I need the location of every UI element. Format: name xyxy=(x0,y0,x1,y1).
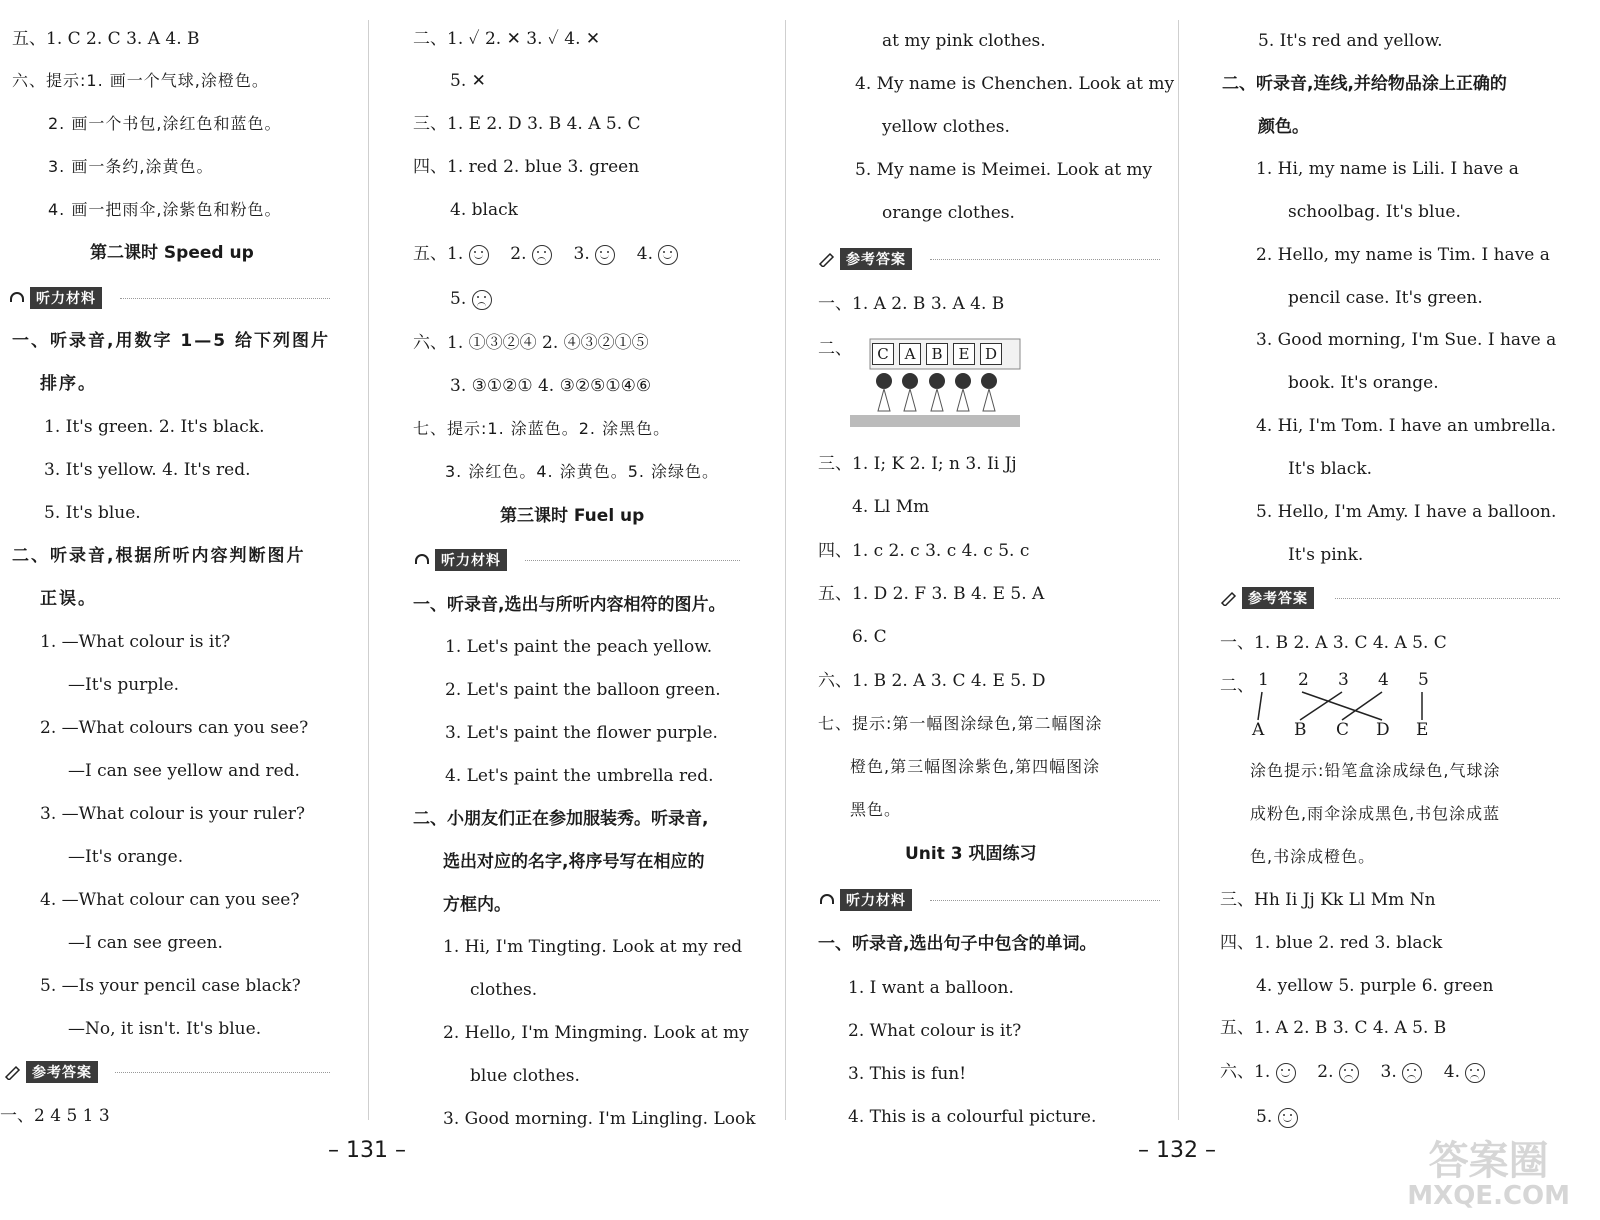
answer-line xyxy=(1220,1061,1485,1083)
script-line: 2. Hello, my name is Tim. I have a xyxy=(1256,245,1550,265)
answer-line: 五、1. A 2. B 3. C 4. A 5. B xyxy=(1220,1018,1447,1038)
pencil-icon xyxy=(818,251,836,267)
answer-line: 3. 涂红色。4. 涂黄色。5. 涂绿色。 xyxy=(445,462,720,481)
script-line: 4. —What colour can you see? xyxy=(40,890,300,910)
divider xyxy=(930,900,1160,901)
watermark xyxy=(1407,1140,1570,1210)
headphone-icon xyxy=(413,552,431,568)
answer-line: 4. black xyxy=(450,200,518,220)
answer-line: 五、1. C 2. C 3. A 4. B xyxy=(12,29,200,49)
answer-number: 2. xyxy=(1317,1062,1334,1082)
sad-face-icon xyxy=(1465,1063,1485,1083)
tag-label: 听力材料 xyxy=(840,889,912,911)
match-top-label: 4 xyxy=(1378,670,1389,690)
column-1 xyxy=(0,0,370,1170)
answer-box: B xyxy=(926,343,948,365)
answer-number: 5. xyxy=(450,289,467,309)
happy-face-icon xyxy=(1278,1108,1298,1128)
script-line: It's black. xyxy=(1288,459,1373,479)
match-bottom-label: A xyxy=(1252,720,1265,740)
question: 一、听录音,选出句子中包含的单词。 xyxy=(818,934,1097,954)
answer-line: 三、Hh Ii Jj Kk Ll Mm Nn xyxy=(1220,890,1436,910)
section-tag xyxy=(1220,588,1314,608)
answer-line: 四、1. c 2. c 3. c 4. c 5. c xyxy=(818,541,1030,561)
answer-line: 涂色提示:铅笔盒涂成绿色,气球涂 xyxy=(1250,761,1501,780)
tag-label: 听力材料 xyxy=(435,549,507,571)
answer-line: 一、1. A 2. B 3. A 4. B xyxy=(818,294,1005,314)
answer-line: 4. 画一把雨伞,涂紫色和粉色。 xyxy=(48,200,282,219)
script-line: 3. —What colour is your ruler? xyxy=(40,804,306,824)
happy-face-icon xyxy=(595,245,615,265)
answer-line: 二、 xyxy=(1220,676,1254,696)
match-bottom-label: D xyxy=(1376,720,1390,740)
script-line: 3. Good morning, I'm Sue. I have a xyxy=(1256,330,1557,350)
script-line: 4. This is a colourful picture. xyxy=(848,1107,1097,1127)
answer-number: 2. xyxy=(510,244,527,264)
script-line: 5. It's blue. xyxy=(44,503,141,523)
script-line: 3. Let's paint the flower purple. xyxy=(445,723,718,743)
divider xyxy=(115,1072,330,1073)
answer-line: 一、1. B 2. A 3. C 4. A 5. C xyxy=(1220,633,1447,653)
pencil-icon xyxy=(4,1064,22,1080)
answer-line: 六、1. B 2. A 3. C 4. E 5. D xyxy=(818,671,1046,691)
match-bottom-label: E xyxy=(1416,720,1429,740)
answer-number: 5. xyxy=(1256,1107,1273,1127)
answer-line: 成粉色,雨伞涂成黑色,书包涂成蓝 xyxy=(1250,804,1501,823)
answer-line: 四、1. red 2. blue 3. green xyxy=(413,157,640,177)
column-divider xyxy=(1178,20,1179,1120)
answer-line: 3. ③①②① 4. ③②⑤①④⑥ xyxy=(450,376,652,396)
sad-face-icon xyxy=(472,290,492,310)
column-3 xyxy=(810,0,1180,1170)
answer-line: 6. C xyxy=(852,627,887,647)
answer-boxes xyxy=(872,343,1002,365)
page-number: – 131 – xyxy=(328,1138,406,1163)
answer-line xyxy=(1256,1106,1298,1128)
match-top-label: 2 xyxy=(1298,670,1309,690)
script-line: 4. Hi, I'm Tom. I have an umbrella. xyxy=(1256,416,1557,436)
answer-box: E xyxy=(953,343,975,365)
question: 一、听录音,选出与所听内容相符的图片。 xyxy=(413,595,726,615)
column-4 xyxy=(1210,0,1590,1170)
answer-box: A xyxy=(899,343,921,365)
watermark-url: MXQE.COM xyxy=(1407,1181,1570,1211)
script-line: 2. What colour is it? xyxy=(848,1021,1022,1041)
script-line: 1. Let's paint the peach yellow. xyxy=(445,637,713,657)
match-bottom-label: B xyxy=(1294,720,1307,740)
script-line: 1. It's green. 2. It's black. xyxy=(44,417,265,437)
answer-line: 五、1. D 2. F 3. B 4. E 5. A xyxy=(818,584,1045,604)
question: 颜色。 xyxy=(1258,117,1309,137)
answer-number: 五、1. xyxy=(413,244,464,264)
answer-line xyxy=(413,243,678,265)
question: 排序。 xyxy=(40,374,97,394)
answer-line: 黑色。 xyxy=(850,800,902,819)
divider xyxy=(930,259,1160,260)
headphone-icon xyxy=(818,892,836,908)
answer-line: 3. 画一条约,涂黄色。 xyxy=(48,157,214,176)
question: 二、小朋友们正在参加服装秀。听录音, xyxy=(413,809,709,829)
answer-line: 橙色,第三幅图涂紫色,第四幅图涂 xyxy=(850,757,1101,776)
match-top-label: 5 xyxy=(1418,670,1429,690)
script-line: —It's purple. xyxy=(68,675,180,695)
section-tag xyxy=(4,1062,98,1082)
script-line: —I can see green. xyxy=(68,933,223,953)
script-line: 3. It's yellow. 4. It's red. xyxy=(44,460,251,480)
tag-label: 听力材料 xyxy=(30,287,102,309)
question: 一、听录音,用数字 1—5 给下列图片 xyxy=(12,331,330,351)
column-2 xyxy=(395,0,785,1170)
script-line: 5. Hello, I'm Amy. I have a balloon. xyxy=(1256,502,1557,522)
answer-line: 四、1. blue 2. red 3. black xyxy=(1220,933,1443,953)
divider xyxy=(120,298,330,299)
sad-face-icon xyxy=(532,245,552,265)
script-line: 1. I want a balloon. xyxy=(848,978,1014,998)
answer-line: 二、1. ✓ 2. ✕ 3. ✓ 4. ✕ xyxy=(413,29,601,49)
answer-line: 三、1. E 2. D 3. B 4. A 5. C xyxy=(413,114,641,134)
script-line: yellow clothes. xyxy=(882,117,1010,137)
pencil-icon xyxy=(1220,590,1238,606)
question: 选出对应的名字,将序号写在相应的 xyxy=(443,852,705,872)
script-line: blue clothes. xyxy=(470,1066,580,1086)
answer-line xyxy=(450,288,492,310)
question: 二、听录音,根据所听内容判断图片 xyxy=(12,546,306,566)
question: 方框内。 xyxy=(443,895,511,915)
script-line: 4. Let's paint the umbrella red. xyxy=(445,766,714,786)
page-number: – 132 – xyxy=(1138,1138,1216,1163)
answer-box: D xyxy=(980,343,1002,365)
answer-number: 4. xyxy=(636,244,654,264)
match-top-label: 3 xyxy=(1338,670,1349,690)
column-divider xyxy=(368,20,369,1120)
answer-line: 七、提示:第一幅图涂绿色,第二幅图涂 xyxy=(818,714,1103,733)
happy-face-icon xyxy=(1276,1063,1296,1083)
headphone-icon xyxy=(8,290,26,306)
script-line: at my pink clothes. xyxy=(882,31,1046,51)
script-line: clothes. xyxy=(470,980,538,1000)
match-top-label: 1 xyxy=(1258,670,1269,690)
divider xyxy=(525,560,740,561)
answer-line: 二、 xyxy=(818,339,852,359)
matching-answer xyxy=(1250,670,1440,742)
script-line: 3. This is fun! xyxy=(848,1064,967,1084)
answer-line: 六、1. ①③②④ 2. ④③②①⑤ xyxy=(413,333,649,353)
script-line: 1. Hi, my name is Lili. I have a xyxy=(1256,159,1519,179)
happy-face-icon xyxy=(469,245,489,265)
script-line: It's pink. xyxy=(1288,545,1364,565)
script-line: orange clothes. xyxy=(882,203,1015,223)
answer-number: 3. xyxy=(573,244,590,264)
script-line: 2. Let's paint the balloon green. xyxy=(445,680,721,700)
question: 正误。 xyxy=(40,589,97,609)
answer-line: 三、1. I; K 2. I; n 3. Ii Jj xyxy=(818,454,1017,474)
answer-number: 3. xyxy=(1380,1062,1397,1082)
answer-number: 六、1. xyxy=(1220,1062,1271,1082)
watermark-text: 答案圈 xyxy=(1428,1138,1549,1184)
unit-title: Unit 3 巩固练习 xyxy=(905,844,1037,864)
answer-number: 4. xyxy=(1443,1062,1461,1082)
answer-line: 六、提示:1. 画一个气球,涂橙色。 xyxy=(12,71,269,90)
match-bottom-label: C xyxy=(1336,720,1350,740)
answer-line: 4. Ll Mm xyxy=(852,497,930,517)
section-tag xyxy=(818,249,912,269)
script-line: 3. Good morning. I'm Lingling. Look xyxy=(443,1109,756,1129)
answer-line: 4. yellow 5. purple 6. green xyxy=(1256,976,1494,996)
sad-face-icon xyxy=(1339,1063,1359,1083)
tag-label: 参考答案 xyxy=(26,1061,98,1083)
section-tag xyxy=(8,288,102,308)
answer-box: C xyxy=(872,343,894,365)
script-line: —I can see yellow and red. xyxy=(68,761,300,781)
answer-line: 七、提示:1. 涂蓝色。2. 涂黑色。 xyxy=(413,419,671,438)
lesson-title: 第三课时 Fuel up xyxy=(500,506,645,526)
happy-face-icon xyxy=(658,245,678,265)
answer-line: 一、2 4 5 1 3 xyxy=(0,1106,110,1126)
script-line: book. It's orange. xyxy=(1288,373,1439,393)
script-line: 5. It's red and yellow. xyxy=(1258,31,1443,51)
script-line: 2. Hello, I'm Mingming. Look at my xyxy=(443,1023,749,1043)
answer-line: 2. 画一个书包,涂红色和蓝色。 xyxy=(48,114,282,133)
section-tag xyxy=(413,550,507,570)
script-line: 1. —What colour is it? xyxy=(40,632,231,652)
script-line: 5. —Is your pencil case black? xyxy=(40,976,301,996)
lesson-title: 第二课时 Speed up xyxy=(90,243,254,263)
tag-label: 参考答案 xyxy=(1242,587,1314,609)
answer-line: 5. ✕ xyxy=(450,71,486,91)
script-line: 2. —What colours can you see? xyxy=(40,718,309,738)
divider xyxy=(1335,598,1560,599)
answer-line: 色,书涂成橙色。 xyxy=(1250,847,1376,866)
section-tag xyxy=(818,890,912,910)
script-line: —No, it isn't. It's blue. xyxy=(68,1019,262,1039)
column-divider xyxy=(785,20,786,1120)
sad-face-icon xyxy=(1402,1063,1422,1083)
question: 二、听录音,连线,并给物品涂上正确的 xyxy=(1222,74,1507,94)
script-line: 4. My name is Chenchen. Look at my xyxy=(855,74,1175,94)
script-line: —It's orange. xyxy=(68,847,184,867)
script-line: 1. Hi, I'm Tingting. Look at my red xyxy=(443,937,743,957)
tag-label: 参考答案 xyxy=(840,248,912,270)
script-line: 5. My name is Meimei. Look at my xyxy=(855,160,1153,180)
script-line: schoolbag. It's blue. xyxy=(1288,202,1461,222)
script-line: pencil case. It's green. xyxy=(1288,288,1483,308)
fashion-show-picture xyxy=(850,335,1025,430)
